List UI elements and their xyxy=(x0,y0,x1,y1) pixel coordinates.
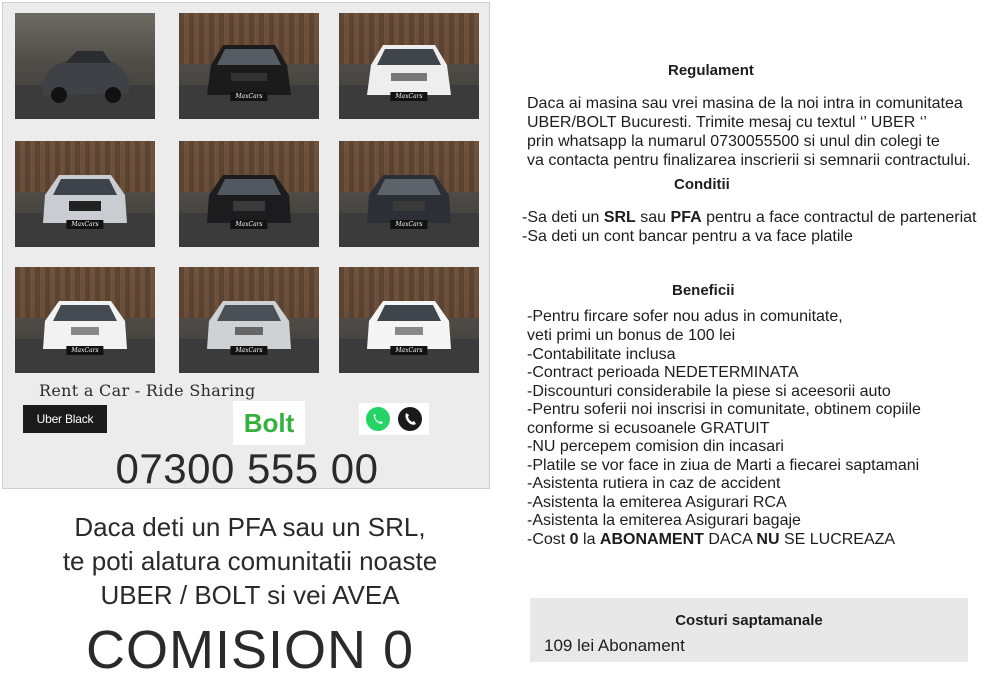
license-plate: MaxCars xyxy=(66,220,103,229)
license-plate: MaxCars xyxy=(66,346,103,355)
beneficii-line: -Asistenta rutiera in caz de accident xyxy=(527,475,781,492)
license-plate: MaxCars xyxy=(230,92,267,101)
phone-icon xyxy=(397,406,423,432)
pfa-emphasis: PFA xyxy=(670,209,702,226)
car-photo-7 xyxy=(15,267,155,373)
phone-number: 07300 555 00 xyxy=(115,445,379,492)
conditii-line-1 xyxy=(522,208,976,227)
beneficii-last-line xyxy=(527,530,895,549)
regulament-line: prin whatsapp la numarul 0730055500 si unul din colegi te xyxy=(527,133,940,150)
bolt-logo: Bolt xyxy=(233,401,305,445)
promo-headline: COMISION 0 xyxy=(85,620,415,680)
cost-line: 109 lei Abonament xyxy=(544,636,685,655)
zero-emphasis: 0 xyxy=(569,531,579,548)
text: -Sa deti un xyxy=(522,209,604,226)
car-photo-3 xyxy=(339,13,479,119)
uber-black-logo: Uber Black xyxy=(23,405,107,433)
regulament-line: va contacta pentru finalizarea inscrierii si semnarii contractului. xyxy=(527,152,971,169)
license-plate: MaxCars xyxy=(230,220,267,229)
nu-emphasis: NU xyxy=(756,531,780,548)
beneficii-line: -Discounturi considerabile la piese si aceesorii auto xyxy=(527,383,891,400)
beneficii-line: -Pentru soferii noi inscrisi in comunitate, obtinem copiile xyxy=(527,401,921,418)
car-photo-8 xyxy=(179,267,319,373)
text: DACA xyxy=(703,531,757,548)
car-photo-1 xyxy=(15,13,155,119)
text: la xyxy=(578,531,600,548)
contact-icons xyxy=(359,403,429,435)
car-photo-5 xyxy=(179,141,319,247)
tagline: Rent a Car - Ride Sharing xyxy=(39,381,256,400)
conditii-line-2: -Sa deti un cont bancar pentru a va face platile xyxy=(522,228,853,245)
beneficii-line: -NU percepem comision din incasari xyxy=(527,438,784,455)
license-plate: MaxCars xyxy=(230,346,267,355)
weekly-cost-box xyxy=(530,598,968,662)
beneficii-line: veti primi un bonus de 100 lei xyxy=(527,327,736,344)
beneficii-line: -Contract perioada NEDETERMINATA xyxy=(527,364,799,381)
regulament-line: Daca ai masina sau vrei masina de la noi intra in comunitatea xyxy=(527,95,963,112)
text: SE LUCREAZA xyxy=(779,531,896,548)
beneficii-line: -Asistenta la emiterea Asigurari RCA xyxy=(527,494,787,511)
promo-line-3: UBER / BOLT si vei AVEA xyxy=(100,580,400,610)
license-plate: MaxCars xyxy=(390,92,427,101)
beneficii-line: -Platile se vor face in ziua de Marti a fiecarei saptamani xyxy=(527,457,920,474)
promo-line-2: te poti alatura comunitatii noaste xyxy=(62,546,438,576)
car-photo-2 xyxy=(179,13,319,119)
car-gallery-panel xyxy=(2,2,490,492)
promo-block xyxy=(0,510,500,680)
beneficii-title: Beneficii xyxy=(672,282,735,299)
conditii-title: Conditii xyxy=(674,176,730,193)
regulament-title: Regulament xyxy=(668,62,754,79)
srl-emphasis: SRL xyxy=(603,209,636,226)
text: sau xyxy=(635,209,671,226)
promo-line-1: Daca deti un PFA sau un SRL, xyxy=(74,512,426,542)
cost-title: Costuri saptamanale xyxy=(675,612,823,629)
beneficii-line: -Asistenta la emiterea Asigurari bagaje xyxy=(527,512,801,529)
beneficii-line: -Pentru fircare sofer nou adus in comunitate, xyxy=(527,308,843,325)
text: -Cost xyxy=(527,531,570,548)
license-plate: MaxCars xyxy=(390,346,427,355)
text: pentru a face contractul de parteneriat xyxy=(701,209,977,226)
car-photo-6 xyxy=(339,141,479,247)
car-photo-4 xyxy=(15,141,155,247)
regulament-line: UBER/BOLT Bucuresti. Trimite mesaj cu textul ‘’ UBER ‘’ xyxy=(527,114,927,131)
beneficii-line: conforme si ecusoanele GRATUIT xyxy=(527,420,770,437)
sedan-car-image xyxy=(37,35,133,109)
abonament-emphasis: ABONAMENT xyxy=(599,531,704,548)
beneficii-line: -Contabilitate inclusa xyxy=(527,346,676,363)
license-plate: MaxCars xyxy=(390,220,427,229)
car-photo-9 xyxy=(339,267,479,373)
whatsapp-icon xyxy=(365,406,391,432)
